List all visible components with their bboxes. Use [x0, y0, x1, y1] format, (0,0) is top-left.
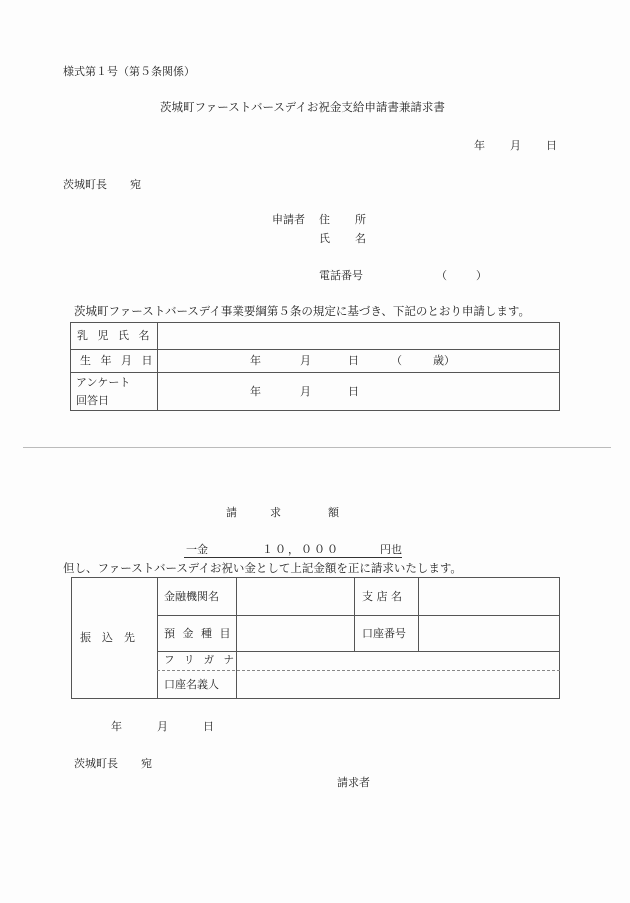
claimant-label: 請求者	[337, 776, 370, 789]
account-number-field[interactable]	[419, 616, 559, 651]
applicant-label: 申請者	[272, 213, 305, 226]
furigana-field[interactable]	[237, 652, 559, 670]
addressee-honorific: 宛	[130, 178, 141, 191]
amount-prefix: 一金	[186, 543, 208, 556]
phone-label: 電話番号	[319, 269, 363, 282]
addressee-name: 茨城町長	[63, 178, 107, 191]
claim-amount: １０，０００	[262, 543, 340, 556]
infant-name-label: 乳 児 氏 名	[77, 329, 153, 342]
cut-line-divider	[23, 447, 611, 448]
birth-month: 月	[300, 354, 311, 367]
amount-suffix: 円也	[380, 543, 402, 556]
account-holder-label: 口座名義人	[164, 678, 219, 691]
birth-year: 年	[250, 354, 261, 367]
phone-close-paren: ）	[476, 269, 487, 282]
claim-date-day: 日	[203, 720, 214, 733]
date-year: 年	[474, 139, 485, 152]
age-open-paren: （	[391, 354, 402, 367]
claim-statement: 但し、ファーストバースデイお祝い金として上記金額を正に請求いたします。	[63, 561, 462, 575]
claim-date-month: 月	[157, 720, 168, 733]
survey-day: 日	[348, 385, 359, 398]
claim-addressee-honorific: 宛	[141, 757, 152, 770]
claim-date-year: 年	[111, 720, 122, 733]
survey-date-field[interactable]	[158, 373, 559, 410]
address-label-1: 住	[319, 213, 330, 226]
deposit-type-field[interactable]	[237, 616, 354, 651]
birth-day: 日	[348, 354, 359, 367]
deposit-type-label: 預 金 種 目	[164, 627, 233, 640]
account-holder-field[interactable]	[237, 671, 559, 698]
furigana-label: フ リ ガ ナ	[164, 654, 238, 666]
transfer-destination-label: 振 込 先	[80, 631, 135, 644]
table-divider	[354, 577, 355, 651]
application-statement: 茨城町ファーストバースデイ事業要綱第５条の規定に基づき、下記のとおり申請します。	[74, 304, 530, 318]
claim-heading-char-3: 額	[328, 506, 339, 519]
birthdate-label: 生 年 月 日	[80, 354, 156, 367]
bank-name-label: 金融機関名	[164, 590, 219, 603]
table-divider	[157, 577, 158, 699]
form-number: 様式第１号（第５条関係）	[63, 65, 195, 78]
phone-open-paren: （	[436, 269, 447, 282]
age-unit: 歳）	[433, 354, 455, 367]
claim-heading-char-1: 請	[226, 506, 237, 519]
survey-year: 年	[250, 385, 261, 398]
name-label-2: 名	[355, 232, 366, 245]
infant-name-field[interactable]	[158, 323, 559, 349]
account-number-label: 口座番号	[362, 627, 406, 640]
bank-name-field[interactable]	[237, 578, 354, 615]
survey-month: 月	[300, 385, 311, 398]
survey-label-line2: 回答日	[76, 394, 109, 407]
claim-heading-char-2: 求	[270, 506, 281, 519]
claim-addressee-name: 茨城町長	[74, 757, 118, 770]
branch-field[interactable]	[419, 578, 559, 615]
date-day: 日	[546, 139, 557, 152]
date-month: 月	[510, 139, 521, 152]
birthdate-field[interactable]	[158, 350, 559, 372]
branch-label: 支 店 名	[362, 590, 402, 603]
address-label-2: 所	[355, 213, 366, 226]
claim-amount-line	[184, 544, 402, 558]
document-title: 茨城町ファーストバースデイお祝金支給申請書兼請求書	[160, 100, 445, 114]
name-label-1: 氏	[319, 232, 330, 245]
survey-label-line1: アンケート	[76, 376, 131, 389]
